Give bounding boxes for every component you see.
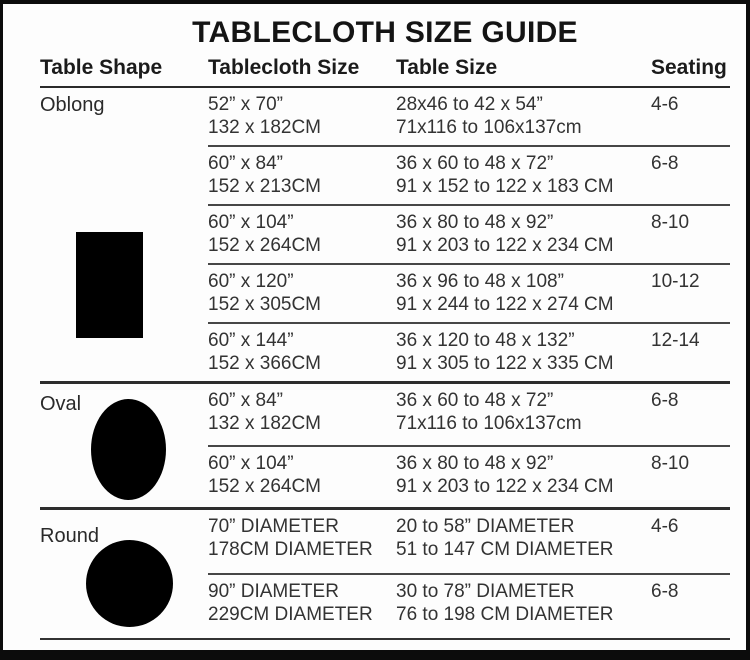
table-cm: 71x116 to 106x137cm [396,413,582,434]
tablecloth-inches: 60” x 144” [208,330,294,351]
tablecloth-inches: 90” DIAMETER [208,581,339,602]
table-size-cell [396,270,651,316]
table-cm: 91 x 305 to 122 x 335 CM [396,353,614,374]
oval-rows [208,384,730,507]
circle-icon [86,540,173,627]
ellipse-icon [91,399,166,500]
shape-label-oval: Oval [40,393,82,415]
seating-cell [651,93,730,139]
seating-value: 8-10 [651,452,690,474]
table-inches: 36 x 60 to 48 x 72” [396,390,554,411]
table-cm: 91 x 152 to 122 x 183 CM [396,176,614,197]
tablecloth-inches: 60” x 120” [208,271,294,292]
tablecloth-inches: 70” DIAMETER [208,516,339,537]
table-row [208,573,730,638]
seating-value: 6-8 [651,581,679,602]
table-size-cell [396,93,651,139]
table-inches: 20 to 58” DIAMETER [396,516,575,537]
table-cm: 91 x 203 to 122 x 234 CM [396,475,614,497]
table-header-row [40,55,730,88]
table-row [208,145,730,204]
table-size-cell [396,389,651,439]
table-size-cell [396,329,651,375]
seating-value: 12-14 [651,330,700,351]
tablecloth-cm: 152 x 264CM [208,475,322,497]
tablecloth-size-cell [208,329,396,375]
tablecloth-cm: 152 x 366CM [208,353,322,374]
shape-label-oblong: Oblong [40,94,105,116]
page-title: TABLECLOTH SIZE GUIDE [192,16,578,49]
seating-value: 6-8 [651,390,679,411]
seating-value: 4-6 [651,94,679,115]
seating-value: 4-6 [651,516,679,537]
table-size-cell [396,580,651,632]
section-oblong [40,88,730,381]
table-inches: 28x46 to 42 x 54” [396,94,543,115]
column-header-seating: Seating [651,56,727,79]
tablecloth-size-cell [208,452,396,502]
table-cm: 91 x 203 to 122 x 234 CM [396,235,614,256]
table-row [208,510,730,573]
tablecloth-inches: 52” x 70” [208,94,283,115]
section-round [40,507,730,638]
table-inches: 30 to 78” DIAMETER [396,581,575,602]
tablecloth-cm: 229CM DIAMETER [208,604,373,625]
tablecloth-inches: 60” x 104” [208,452,294,474]
seating-cell [651,329,730,375]
table-row [208,384,730,445]
round-shape-cell [40,510,208,638]
table-row [208,322,730,381]
table-inches: 36 x 60 to 48 x 72” [396,153,554,174]
tablecloth-size-cell [208,580,396,632]
seating-value: 10-12 [651,271,700,292]
seating-cell [651,211,730,257]
tablecloth-size-cell [208,152,396,198]
rectangle-icon [76,232,143,338]
table-row [208,88,730,145]
tablecloth-cm: 178CM DIAMETER [208,539,373,560]
seating-cell [651,452,730,502]
table-cm: 91 x 244 to 122 x 274 CM [396,294,614,315]
table-row [208,204,730,263]
oblong-rows [208,88,730,381]
table-cm: 51 to 147 CM DIAMETER [396,539,614,560]
table-cm: 71x116 to 106x137cm [396,117,582,138]
tablecloth-inches: 60” x 84” [208,153,283,174]
table-row [208,445,730,508]
table-size-cell [396,211,651,257]
tablecloth-cm: 132 x 182CM [208,117,322,138]
table-size-cell [396,452,651,502]
bottom-rule [40,638,730,640]
column-header-table-shape: Table Shape [40,56,163,79]
seating-cell [651,152,730,198]
table-cm: 76 to 198 CM DIAMETER [396,604,614,625]
table-size-cell [396,152,651,198]
seating-cell [651,389,730,439]
tablecloth-inches: 60” x 104” [208,212,294,233]
seating-cell [651,515,730,567]
table-inches: 36 x 80 to 48 x 92” [396,212,554,233]
shape-label-round: Round [40,525,99,547]
column-header-table-size: Table Size [396,56,498,79]
tablecloth-size-cell [208,270,396,316]
section-oval [40,381,730,507]
oval-shape-cell [40,384,208,507]
oblong-shape-cell [40,88,208,381]
guide-content [3,4,746,640]
tablecloth-cm: 152 x 305CM [208,294,322,315]
tablecloth-inches: 60” x 84” [208,390,283,411]
table-inches: 36 x 120 to 48 x 132” [396,330,575,351]
tablecloth-size-cell [208,389,396,439]
table-size-cell [396,515,651,567]
tablecloth-size-cell [208,93,396,139]
seating-value: 6-8 [651,153,679,174]
round-rows [208,510,730,638]
tablecloth-cm: 152 x 264CM [208,235,322,256]
table-row [208,263,730,322]
tablecloth-size-cell [208,211,396,257]
seating-cell [651,580,730,632]
tablecloth-cm: 132 x 182CM [208,413,322,434]
seating-cell [651,270,730,316]
column-header-tablecloth-size: Tablecloth Size [208,56,360,79]
table-inches: 36 x 96 to 48 x 108” [396,271,564,292]
seating-value: 8-10 [651,212,690,233]
tablecloth-size-cell [208,515,396,567]
table-inches: 36 x 80 to 48 x 92” [396,452,554,474]
tablecloth-cm: 152 x 213CM [208,176,322,197]
